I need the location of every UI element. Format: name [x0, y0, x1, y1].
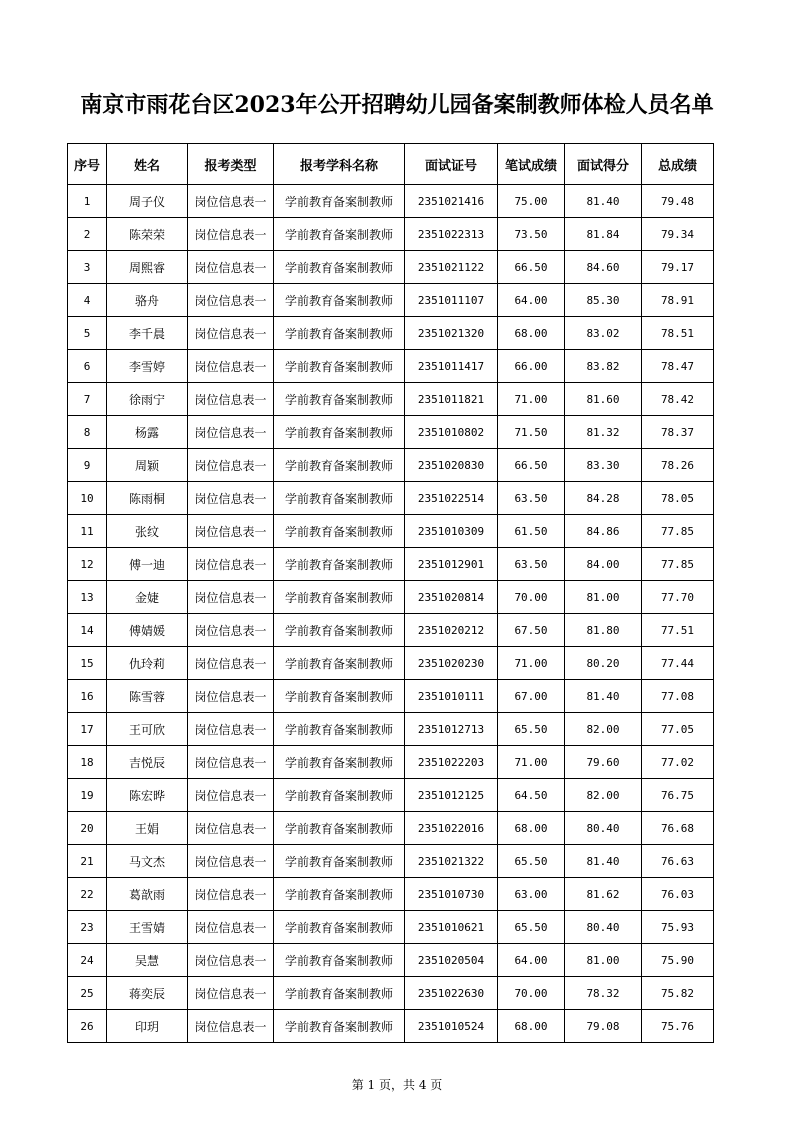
cell-col-index: 3	[68, 251, 107, 284]
cell-col-subject: 学前教育备案制教师	[274, 779, 405, 812]
cell-col-interview-score: 84.60	[565, 251, 642, 284]
cell-col-subject: 学前教育备案制教师	[274, 383, 405, 416]
cell-col-index: 22	[68, 878, 107, 911]
cell-col-name: 骆舟	[107, 284, 188, 317]
cell-col-interview-id: 2351011417	[405, 350, 498, 383]
table-row	[68, 911, 714, 944]
cell-col-type: 岗位信息表一	[188, 845, 274, 878]
cell-col-written-score: 65.50	[498, 845, 565, 878]
cell-col-index: 25	[68, 977, 107, 1010]
cell-col-interview-id: 2351020830	[405, 449, 498, 482]
cell-col-index: 7	[68, 383, 107, 416]
cell-col-name: 葛歆雨	[107, 878, 188, 911]
cell-col-type: 岗位信息表一	[188, 647, 274, 680]
cell-col-interview-id: 2351022313	[405, 218, 498, 251]
cell-col-subject: 学前教育备案制教师	[274, 449, 405, 482]
cell-col-type: 岗位信息表一	[188, 977, 274, 1010]
cell-col-interview-id: 2351020212	[405, 614, 498, 647]
cell-col-name: 周子仪	[107, 185, 188, 218]
cell-col-total-score: 78.42	[642, 383, 714, 416]
cell-col-index: 12	[68, 548, 107, 581]
cell-col-written-score: 68.00	[498, 317, 565, 350]
cell-col-index: 9	[68, 449, 107, 482]
table-row	[68, 746, 714, 779]
cell-col-written-score: 63.00	[498, 878, 565, 911]
cell-col-index: 15	[68, 647, 107, 680]
cell-col-total-score: 77.05	[642, 713, 714, 746]
cell-col-total-score: 77.85	[642, 548, 714, 581]
table-row	[68, 548, 714, 581]
cell-col-interview-score: 83.82	[565, 350, 642, 383]
cell-col-name: 马文杰	[107, 845, 188, 878]
table-row	[68, 878, 714, 911]
cell-col-interview-score: 83.02	[565, 317, 642, 350]
cell-col-total-score: 77.51	[642, 614, 714, 647]
cell-col-type: 岗位信息表一	[188, 779, 274, 812]
table-row	[68, 614, 714, 647]
header-col-type: 报考类型	[188, 144, 274, 185]
cell-col-subject: 学前教育备案制教师	[274, 548, 405, 581]
cell-col-type: 岗位信息表一	[188, 812, 274, 845]
cell-col-name: 王可欣	[107, 713, 188, 746]
cell-col-index: 14	[68, 614, 107, 647]
cell-col-written-score: 75.00	[498, 185, 565, 218]
cell-col-type: 岗位信息表一	[188, 548, 274, 581]
cell-col-interview-score: 78.32	[565, 977, 642, 1010]
cell-col-interview-score: 81.40	[565, 680, 642, 713]
cell-col-written-score: 64.00	[498, 284, 565, 317]
table-row	[68, 284, 714, 317]
cell-col-name: 陈雨桐	[107, 482, 188, 515]
cell-col-name: 周颖	[107, 449, 188, 482]
cell-col-written-score: 71.50	[498, 416, 565, 449]
table-row	[68, 680, 714, 713]
cell-col-index: 17	[68, 713, 107, 746]
cell-col-total-score: 79.17	[642, 251, 714, 284]
cell-col-name: 周熙睿	[107, 251, 188, 284]
cell-col-index: 19	[68, 779, 107, 812]
cell-col-interview-score: 81.40	[565, 845, 642, 878]
cell-col-interview-score: 81.00	[565, 944, 642, 977]
table-row	[68, 581, 714, 614]
cell-col-type: 岗位信息表一	[188, 317, 274, 350]
cell-col-written-score: 66.50	[498, 251, 565, 284]
cell-col-type: 岗位信息表一	[188, 350, 274, 383]
cell-col-total-score: 76.03	[642, 878, 714, 911]
cell-col-index: 13	[68, 581, 107, 614]
cell-col-total-score: 77.85	[642, 515, 714, 548]
cell-col-total-score: 76.68	[642, 812, 714, 845]
cell-col-interview-score: 79.60	[565, 746, 642, 779]
cell-col-total-score: 78.26	[642, 449, 714, 482]
cell-col-subject: 学前教育备案制教师	[274, 581, 405, 614]
cell-col-index: 4	[68, 284, 107, 317]
cell-col-name: 金婕	[107, 581, 188, 614]
table-row	[68, 713, 714, 746]
cell-col-interview-score: 84.86	[565, 515, 642, 548]
table-row	[68, 977, 714, 1010]
cell-col-interview-id: 2351022630	[405, 977, 498, 1010]
cell-col-type: 岗位信息表一	[188, 251, 274, 284]
table-row	[68, 1010, 714, 1043]
cell-col-subject: 学前教育备案制教师	[274, 482, 405, 515]
cell-col-name: 陈宏晔	[107, 779, 188, 812]
cell-col-interview-id: 2351012125	[405, 779, 498, 812]
cell-col-interview-score: 81.84	[565, 218, 642, 251]
cell-col-type: 岗位信息表一	[188, 614, 274, 647]
cell-col-type: 岗位信息表一	[188, 746, 274, 779]
cell-col-subject: 学前教育备案制教师	[274, 845, 405, 878]
cell-col-name: 杨露	[107, 416, 188, 449]
cell-col-index: 20	[68, 812, 107, 845]
header-col-interview-id: 面试证号	[405, 144, 498, 185]
cell-col-subject: 学前教育备案制教师	[274, 746, 405, 779]
cell-col-subject: 学前教育备案制教师	[274, 812, 405, 845]
cell-col-type: 岗位信息表一	[188, 1010, 274, 1043]
cell-col-total-score: 78.37	[642, 416, 714, 449]
cell-col-written-score: 61.50	[498, 515, 565, 548]
cell-col-subject: 学前教育备案制教师	[274, 1010, 405, 1043]
cell-col-subject: 学前教育备案制教师	[274, 185, 405, 218]
cell-col-name: 徐雨宁	[107, 383, 188, 416]
cell-col-subject: 学前教育备案制教师	[274, 713, 405, 746]
cell-col-type: 岗位信息表一	[188, 713, 274, 746]
cell-col-subject: 学前教育备案制教师	[274, 251, 405, 284]
cell-col-written-score: 64.00	[498, 944, 565, 977]
cell-col-interview-id: 2351021320	[405, 317, 498, 350]
cell-col-name: 陈荣荣	[107, 218, 188, 251]
cell-col-name: 陈雪蓉	[107, 680, 188, 713]
cell-col-type: 岗位信息表一	[188, 581, 274, 614]
cell-col-type: 岗位信息表一	[188, 515, 274, 548]
header-col-written-score: 笔试成绩	[498, 144, 565, 185]
table-header-row	[68, 144, 714, 185]
cell-col-written-score: 73.50	[498, 218, 565, 251]
cell-col-type: 岗位信息表一	[188, 878, 274, 911]
cell-col-interview-id: 2351010309	[405, 515, 498, 548]
cell-col-total-score: 77.08	[642, 680, 714, 713]
header-col-total-score: 总成绩	[642, 144, 714, 185]
cell-col-subject: 学前教育备案制教师	[274, 284, 405, 317]
cell-col-interview-id: 2351010524	[405, 1010, 498, 1043]
table-row	[68, 647, 714, 680]
table-row	[68, 185, 714, 218]
cell-col-subject: 学前教育备案制教师	[274, 317, 405, 350]
cell-col-interview-score: 80.20	[565, 647, 642, 680]
cell-col-interview-id: 2351020230	[405, 647, 498, 680]
cell-col-index: 23	[68, 911, 107, 944]
cell-col-interview-score: 84.28	[565, 482, 642, 515]
cell-col-index: 24	[68, 944, 107, 977]
cell-col-interview-id: 2351011107	[405, 284, 498, 317]
table-row	[68, 482, 714, 515]
header-col-subject: 报考学科名称	[274, 144, 405, 185]
cell-col-interview-score: 81.40	[565, 185, 642, 218]
cell-col-name: 印玥	[107, 1010, 188, 1043]
table-row	[68, 317, 714, 350]
cell-col-interview-score: 79.08	[565, 1010, 642, 1043]
cell-col-subject: 学前教育备案制教师	[274, 350, 405, 383]
cell-col-interview-score: 80.40	[565, 911, 642, 944]
cell-col-total-score: 75.93	[642, 911, 714, 944]
cell-col-index: 11	[68, 515, 107, 548]
table-row	[68, 845, 714, 878]
header-col-name: 姓名	[107, 144, 188, 185]
cell-col-total-score: 75.82	[642, 977, 714, 1010]
cell-col-index: 18	[68, 746, 107, 779]
cell-col-type: 岗位信息表一	[188, 680, 274, 713]
cell-col-total-score: 77.70	[642, 581, 714, 614]
cell-col-total-score: 78.91	[642, 284, 714, 317]
cell-col-interview-score: 85.30	[565, 284, 642, 317]
cell-col-name: 吉悦辰	[107, 746, 188, 779]
cell-col-total-score: 77.02	[642, 746, 714, 779]
cell-col-total-score: 78.51	[642, 317, 714, 350]
cell-col-total-score: 78.47	[642, 350, 714, 383]
cell-col-type: 岗位信息表一	[188, 416, 274, 449]
cell-col-interview-score: 81.62	[565, 878, 642, 911]
cell-col-type: 岗位信息表一	[188, 284, 274, 317]
cell-col-interview-id: 2351022203	[405, 746, 498, 779]
cell-col-type: 岗位信息表一	[188, 185, 274, 218]
cell-col-interview-id: 2351020504	[405, 944, 498, 977]
candidate-table	[67, 143, 714, 1043]
table-row	[68, 449, 714, 482]
cell-col-interview-score: 81.32	[565, 416, 642, 449]
cell-col-total-score: 77.44	[642, 647, 714, 680]
cell-col-total-score: 76.63	[642, 845, 714, 878]
cell-col-written-score: 71.00	[498, 647, 565, 680]
cell-col-written-score: 65.50	[498, 911, 565, 944]
cell-col-total-score: 78.05	[642, 482, 714, 515]
table-row	[68, 779, 714, 812]
cell-col-name: 吴慧	[107, 944, 188, 977]
cell-col-subject: 学前教育备案制教师	[274, 977, 405, 1010]
cell-col-written-score: 67.00	[498, 680, 565, 713]
table-row	[68, 218, 714, 251]
cell-col-name: 傅一迪	[107, 548, 188, 581]
cell-col-type: 岗位信息表一	[188, 218, 274, 251]
cell-col-index: 2	[68, 218, 107, 251]
header-col-index: 序号	[68, 144, 107, 185]
cell-col-interview-score: 84.00	[565, 548, 642, 581]
cell-col-written-score: 71.00	[498, 746, 565, 779]
cell-col-subject: 学前教育备案制教师	[274, 680, 405, 713]
cell-col-index: 16	[68, 680, 107, 713]
cell-col-name: 李千晨	[107, 317, 188, 350]
cell-col-name: 傅婧媛	[107, 614, 188, 647]
cell-col-index: 6	[68, 350, 107, 383]
cell-col-interview-score: 82.00	[565, 779, 642, 812]
cell-col-index: 10	[68, 482, 107, 515]
cell-col-subject: 学前教育备案制教师	[274, 218, 405, 251]
cell-col-subject: 学前教育备案制教师	[274, 647, 405, 680]
table-row	[68, 812, 714, 845]
page-footer: 第 1 页，共 4 页	[351, 1078, 443, 1092]
cell-col-written-score: 66.00	[498, 350, 565, 383]
cell-col-index: 26	[68, 1010, 107, 1043]
cell-col-interview-id: 2351011821	[405, 383, 498, 416]
table-row	[68, 416, 714, 449]
table-row	[68, 515, 714, 548]
cell-col-written-score: 70.00	[498, 581, 565, 614]
cell-col-interview-score: 83.30	[565, 449, 642, 482]
cell-col-interview-id: 2351010802	[405, 416, 498, 449]
cell-col-total-score: 75.76	[642, 1010, 714, 1043]
cell-col-interview-id: 2351022016	[405, 812, 498, 845]
cell-col-index: 8	[68, 416, 107, 449]
cell-col-interview-id: 2351010111	[405, 680, 498, 713]
table-row	[68, 383, 714, 416]
cell-col-name: 王娟	[107, 812, 188, 845]
cell-col-total-score: 79.48	[642, 185, 714, 218]
cell-col-name: 蒋奕辰	[107, 977, 188, 1010]
cell-col-written-score: 70.00	[498, 977, 565, 1010]
cell-col-subject: 学前教育备案制教师	[274, 614, 405, 647]
cell-col-index: 21	[68, 845, 107, 878]
cell-col-type: 岗位信息表一	[188, 482, 274, 515]
cell-col-written-score: 66.50	[498, 449, 565, 482]
cell-col-index: 5	[68, 317, 107, 350]
cell-col-subject: 学前教育备案制教师	[274, 416, 405, 449]
cell-col-interview-id: 2351010730	[405, 878, 498, 911]
cell-col-total-score: 76.75	[642, 779, 714, 812]
cell-col-type: 岗位信息表一	[188, 449, 274, 482]
cell-col-subject: 学前教育备案制教师	[274, 944, 405, 977]
cell-col-interview-id: 2351010621	[405, 911, 498, 944]
cell-col-written-score: 63.50	[498, 482, 565, 515]
cell-col-interview-id: 2351021416	[405, 185, 498, 218]
cell-col-interview-score: 82.00	[565, 713, 642, 746]
table-row	[68, 251, 714, 284]
table-body	[68, 185, 714, 1043]
header-col-interview-score: 面试得分	[565, 144, 642, 185]
cell-col-written-score: 65.50	[498, 713, 565, 746]
cell-col-name: 王雪婧	[107, 911, 188, 944]
cell-col-index: 1	[68, 185, 107, 218]
cell-col-name: 李雪婷	[107, 350, 188, 383]
cell-col-written-score: 71.00	[498, 383, 565, 416]
cell-col-written-score: 63.50	[498, 548, 565, 581]
cell-col-type: 岗位信息表一	[188, 944, 274, 977]
cell-col-subject: 学前教育备案制教师	[274, 878, 405, 911]
cell-col-name: 仇玲莉	[107, 647, 188, 680]
cell-col-interview-id: 2351021122	[405, 251, 498, 284]
cell-col-written-score: 67.50	[498, 614, 565, 647]
cell-col-written-score: 68.00	[498, 1010, 565, 1043]
cell-col-interview-score: 80.40	[565, 812, 642, 845]
cell-col-written-score: 68.00	[498, 812, 565, 845]
cell-col-subject: 学前教育备案制教师	[274, 911, 405, 944]
cell-col-total-score: 79.34	[642, 218, 714, 251]
cell-col-interview-id: 2351020814	[405, 581, 498, 614]
cell-col-interview-id: 2351021322	[405, 845, 498, 878]
cell-col-written-score: 64.50	[498, 779, 565, 812]
page-title: 南京市雨花台区2023年公开招聘幼儿园备案制教师体检人员名单	[80, 92, 714, 118]
cell-col-total-score: 75.90	[642, 944, 714, 977]
table-row	[68, 944, 714, 977]
cell-col-interview-score: 81.80	[565, 614, 642, 647]
cell-col-interview-id: 2351012713	[405, 713, 498, 746]
cell-col-interview-id: 2351022514	[405, 482, 498, 515]
table-row	[68, 350, 714, 383]
cell-col-interview-score: 81.00	[565, 581, 642, 614]
cell-col-interview-id: 2351012901	[405, 548, 498, 581]
cell-col-name: 张纹	[107, 515, 188, 548]
cell-col-subject: 学前教育备案制教师	[274, 515, 405, 548]
cell-col-type: 岗位信息表一	[188, 383, 274, 416]
cell-col-type: 岗位信息表一	[188, 911, 274, 944]
cell-col-interview-score: 81.60	[565, 383, 642, 416]
